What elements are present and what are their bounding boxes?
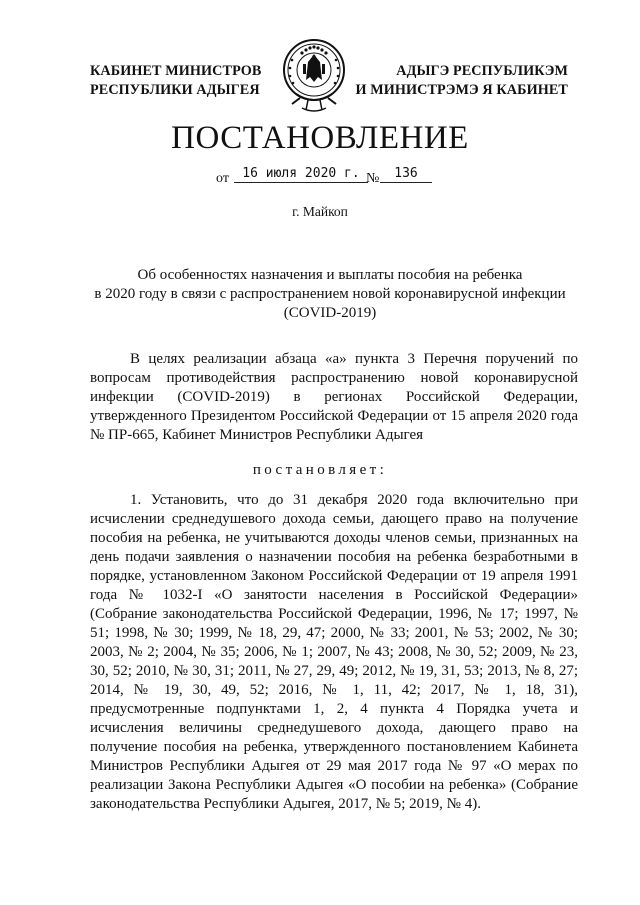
number-field: 136 bbox=[380, 166, 432, 183]
header-left-line1: КАБИНЕТ МИНИСТРОВ bbox=[90, 63, 262, 79]
clause-1-paragraph: 1. Установить, что до 31 декабря 2020 года включительно при исчислении среднедушевого дохода семьи, дающего право на получение пособия на ребенка, не учитываются доходы членов семьи, признанных на день подачи заявления о назначении пособия на ребенка безработными в порядке, установленном Законом Российской Федерации от 19 апреля 1991 года № 1032-I «О занятости населения в Российской Федерации» (Собрание законодательства Российской Федерации, 1996, № 17; 1997, № 51; 1998, № 30; 1999, № 18, 29, 47; 2000, № 33; 2001, № 53; 2002, № 30; 2003, № 2; 2004, № 35; 2006, № 1; 2007, № 43; 2008, № 30, 52; 2009, № 23, 30, 52; 2010, № 30, 31; 2011, № 27, 29, 49; 2012, № 19, 31, 53; 2013, № 8, 27; 2014, № 19, 30, 49, 52; 2016, № 1, 11, 42; 2017, № 1, 18, 31), предусмотренные подпунктами 1, 2, 4 пункта 4 Порядка учета и исчисления величины среднедушевого дохода, дающего право на получение пособия на ребенка, утвержденного постановлением Кабинета Министров Республики Адыгея от 29 мая 2017 года № 97 «О мерах по реализации Закона Республики Адыгея «О пособии на ребенка» (Собрание законодательства Республики Адыгея, 2017, № 5; 2019, № 4). bbox=[90, 492, 578, 812]
number-sign: № bbox=[366, 171, 380, 186]
header-right-line1: АДЫГЭ РЕСПУБЛИКЭМ bbox=[396, 63, 568, 79]
preamble-paragraph: В целях реализации абзаца «а» пункта 3 Перечня поручений по вопросам противодействия распространению новой коронавирусной инфекции (COVID-2019) в регионах Российской Федерации, утвержденного Президентом Российской Федерации от 15 апреля 2020 года № ПР-665, Кабинет Министров Республики Адыгея bbox=[90, 351, 578, 443]
header-left-line2: РЕСПУБЛИКИ АДЫГЕЯ bbox=[90, 82, 260, 98]
document-title: ПОСТАНОВЛЕНИЕ bbox=[171, 120, 469, 156]
date-field: 16 июля 2020 г. bbox=[234, 166, 368, 183]
header-left bbox=[90, 62, 261, 100]
header-right bbox=[355, 62, 568, 100]
document-subject bbox=[60, 266, 600, 323]
header-right-line2: И МИНИСТРЭМЭ Я КАБИНЕТ bbox=[355, 82, 568, 98]
subject-line1: Об особенностях назначения и выплаты пособия на ребенка bbox=[137, 267, 523, 283]
subject-line3: (COVID-2019) bbox=[283, 305, 377, 321]
city-label: г. Майкоп bbox=[292, 204, 348, 219]
date-from-label: от bbox=[216, 171, 229, 186]
decree-word: постановляет: bbox=[252, 462, 388, 478]
subject-line2: в 2020 году в связи с распространением новой коронавирусной инфекции bbox=[94, 286, 566, 302]
coat-of-arms-icon bbox=[272, 30, 356, 114]
